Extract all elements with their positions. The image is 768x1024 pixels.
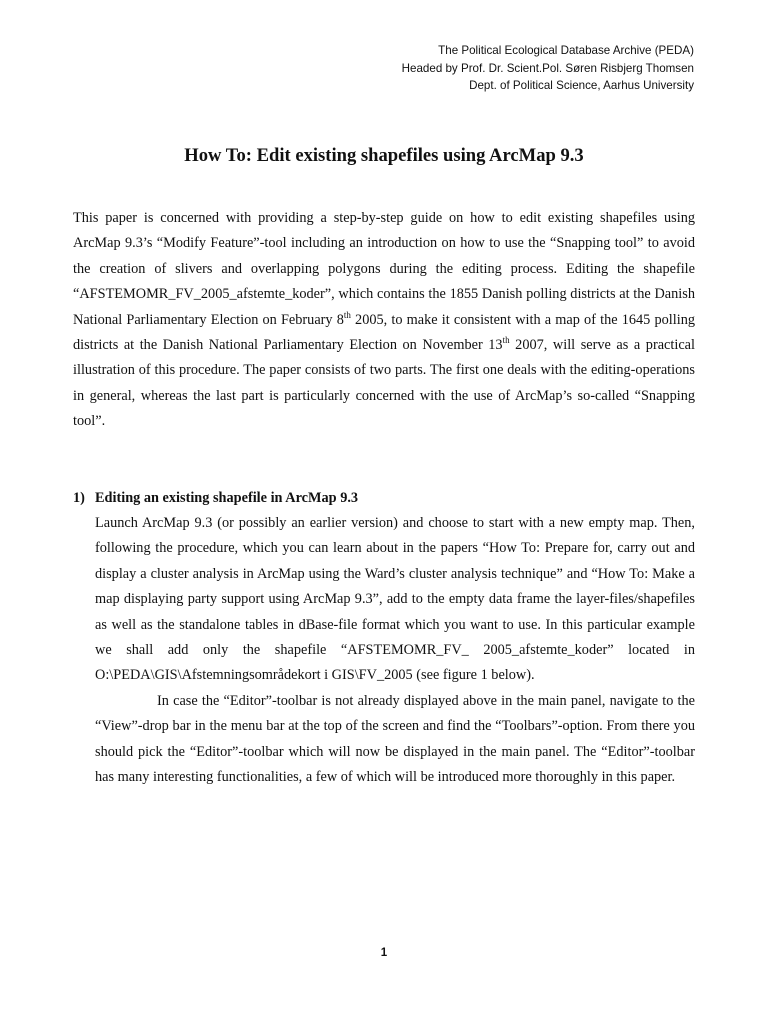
document-title: How To: Edit existing shapefiles using ArcMap 9.3: [184, 145, 584, 166]
intro-text-part3: 2007, will serve as a practical illustration of this procedure. The paper consists of two parts. The first one deals with the editing-operations in general, whereas the last part is particularly concerned with the use of ArcMap’s so-called “Snapping tool”.: [73, 337, 695, 430]
header-department: Dept. of Political Science, Aarhus University: [469, 79, 694, 92]
intro-text-part2: 2005, to make it consistent with a map of the 1645 polling districts at the Danish National Parliamentary Election on November 13: [73, 311, 695, 354]
section-1-body: [73, 511, 695, 790]
section-1: [73, 486, 695, 790]
header-archive-name: The Political Ecological Database Archive (PEDA): [438, 44, 694, 57]
page-number: 1: [380, 947, 388, 959]
intro-paragraph: [73, 206, 695, 435]
page-header: [402, 42, 694, 95]
section-1-heading-text: Editing an existing shapefile in ArcMap 9.3: [95, 490, 359, 506]
section-1-paragraph-1: Launch ArcMap 9.3 (or possibly an earlier version) and choose to start with a new empty map. Then, following the procedure, which you can learn about in the papers “How To: Prepare for, carry out and display a cluster analysis in ArcMap using the Ward’s cluster analysis technique” and “How To: Make a map displaying party support using ArcMap 9.3”, add to the empty data frame the layer-files/shapefiles as well as the standalone tables in dBase-file format which you want to use. In this particular example we shall add only the shapefile “AFSTEMOMR_FV_ 2005_afstemte_koder” located in O:\PEDA\GIS\Afstemningsområdekort i GIS\FV_2005 (see figure 1 below).: [95, 515, 695, 684]
section-1-number: 1): [73, 490, 85, 506]
intro-superscript-2: th: [502, 335, 510, 346]
section-1-heading: [73, 486, 695, 511]
header-head-name: Headed by Prof. Dr. Scient.Pol. Søren Risbjerg Thomsen: [401, 61, 694, 75]
intro-superscript-1: th: [343, 309, 351, 320]
section-1-paragraph-2: In case the “Editor”-toolbar is not already displayed above in the main panel, navigate to the “View”-drop bar in the menu bar at the top of the screen and find the “Toolbars”-option. From there you should pick the “Editor”-toolbar which will now be displayed in the main panel. The “Editor”-toolbar has many interesting functionalities, a few of which will be introduced more thoroughly in this paper.: [95, 692, 695, 786]
intro-text-part1: This paper is concerned with providing a step-by-step guide on how to edit existing shapefiles using ArcMap 9.3’s “Modify Feature”-tool including an introduction on how to use the “Snapping tool” to avoid the creation of slivers and overlapping polygons during the editing process. Editing the shapefile “AFSTEMOMR_FV_2005_afstemte_koder”, which contains the 1855 Danish polling districts at the Danish National Parliamentary Election on February 8: [73, 210, 695, 328]
